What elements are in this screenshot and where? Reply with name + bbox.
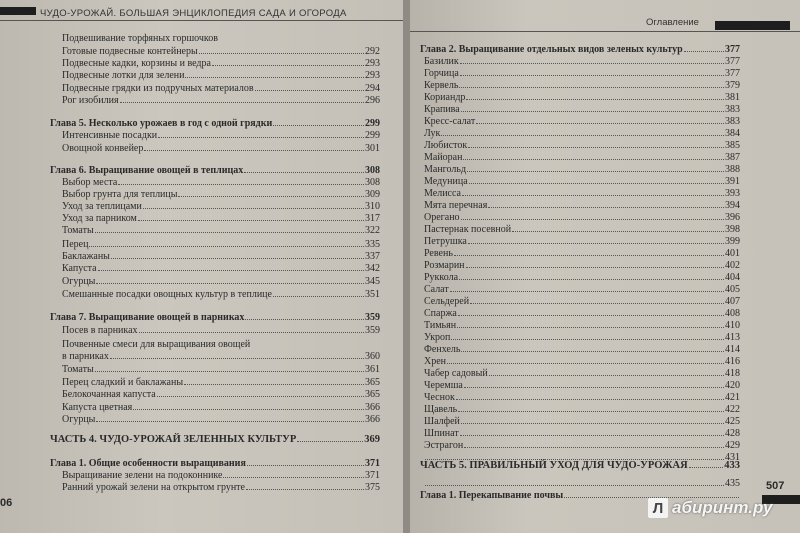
page-number: 06 (0, 497, 13, 509)
toc-entry (424, 80, 740, 92)
toc-page-number: 377 (725, 44, 740, 55)
toc-title: Выращивание зелени на подоконнике (62, 470, 223, 481)
toc-title: Смешанные посадки овощных культур в теплице (62, 289, 272, 300)
toc-entry (62, 351, 380, 363)
toc-title: Петрушка (424, 236, 467, 247)
toc-leader (98, 270, 364, 271)
toc-entry (62, 289, 380, 301)
toc-page-number: 387 (725, 152, 740, 163)
toc-page-number: 431 (725, 452, 740, 463)
toc-leader (110, 358, 364, 359)
toc-entry (424, 200, 740, 212)
toc-entry (424, 56, 740, 68)
toc-page-number: 294 (365, 83, 380, 94)
toc-leader (460, 435, 724, 436)
toc-page-number: 388 (725, 164, 740, 175)
toc-leader (212, 65, 364, 66)
toc-page-number: 428 (725, 428, 740, 439)
toc-title: Базилик (424, 56, 459, 67)
toc-title: Посев в парниках (62, 325, 138, 336)
toc-page-number: 369 (364, 434, 380, 445)
toc-chapter (50, 312, 380, 324)
toc-chapter (420, 44, 740, 56)
toc-leader (158, 137, 364, 138)
toc-title: Любисток (424, 140, 468, 151)
toc-leader (273, 296, 364, 297)
toc-page-number: 292 (365, 46, 380, 57)
toc-page-number: 394 (725, 200, 740, 211)
toc-page-number: 366 (365, 402, 380, 413)
toc-entry (62, 239, 380, 251)
toc-entry (424, 368, 740, 380)
toc-page-number: 421 (725, 392, 740, 403)
toc-leader (464, 447, 724, 448)
toc-leader (466, 99, 724, 100)
toc-entry (424, 104, 740, 116)
toc-title: ЧАСТЬ 4. ЧУДО-УРОЖАЙ ЗЕЛЕННЫХ КУЛЬТУР (50, 434, 297, 445)
toc-page-number: 396 (725, 212, 740, 223)
toc-leader (425, 485, 724, 486)
toc-leader (466, 267, 724, 268)
toc-title: Сельдерей (424, 296, 470, 307)
toc-page-number: 335 (365, 239, 380, 250)
toc-page-number: 408 (725, 308, 740, 319)
toc-entry (424, 236, 740, 248)
toc-page-number: 398 (725, 224, 740, 235)
toc-page-number: 301 (365, 143, 380, 154)
toc-entry (424, 308, 740, 320)
toc-leader (460, 75, 724, 76)
toc-page-number: 359 (365, 312, 380, 323)
toc-leader (143, 208, 364, 209)
toc-entry (424, 260, 740, 272)
toc-title: Готовые подвесные контейнеры (62, 46, 198, 57)
toc-leader (468, 147, 724, 148)
toc-leader (489, 375, 724, 376)
toc-title: Мелисса (424, 188, 461, 199)
toc-page-number: 308 (365, 177, 380, 188)
toc-page-number: 361 (365, 364, 380, 375)
watermark (648, 498, 772, 518)
toc-entry (62, 263, 380, 275)
toc-leader (185, 77, 364, 78)
toc-leader (459, 279, 724, 280)
toc-part (50, 434, 380, 446)
toc-leader (133, 409, 364, 410)
toc-title: Томаты (62, 225, 94, 236)
toc-title: Почвенные смеси для выращивания овощей (62, 339, 251, 350)
toc-entry (62, 364, 380, 376)
toc-entry (424, 248, 740, 260)
toc-entry (424, 116, 740, 128)
toc-leader (247, 465, 364, 466)
toc-entry (62, 213, 380, 225)
toc-entry (62, 276, 380, 288)
running-head-rule (0, 20, 404, 21)
toc-entry (424, 188, 740, 200)
toc-page-number: 296 (365, 95, 380, 106)
toc-entry (62, 130, 380, 142)
toc-leader (467, 171, 724, 172)
toc-title: Кресс-салат (424, 116, 476, 127)
toc-entry (424, 332, 740, 344)
toc-page-number: 391 (725, 176, 740, 187)
toc-title: Уход за теплицами (62, 201, 142, 212)
toc-leader (199, 53, 364, 54)
toc-title: Выбор места (62, 177, 118, 188)
toc-leader (255, 90, 364, 91)
toc-title: Кервель (424, 80, 459, 91)
toc-leader (689, 467, 724, 468)
toc-page-number: 359 (365, 325, 380, 336)
watermark-text: абиринт.ру (672, 498, 773, 517)
toc-title: Салат (424, 284, 449, 295)
toc-page-number: 418 (725, 368, 740, 379)
toc-entry (62, 201, 380, 213)
toc-leader (456, 399, 724, 400)
toc-title: Кориандр (424, 92, 466, 103)
toc-entry (424, 428, 740, 440)
toc-page-number: 293 (365, 70, 380, 81)
toc-title: Лук (424, 128, 441, 139)
toc-title: Укроп (424, 332, 451, 343)
toc-leader (96, 421, 364, 422)
toc-page-number: 365 (365, 389, 380, 400)
toc-page-number: 399 (725, 236, 740, 247)
toc-page-number: 413 (725, 332, 740, 343)
toc-title: Эстрагон (424, 440, 464, 451)
toc-page-number: 293 (365, 58, 380, 69)
toc-part (420, 460, 740, 472)
toc-entry (62, 470, 380, 482)
toc-title: Белокочанная капуста (62, 389, 156, 400)
toc-title: Огурцы (62, 414, 96, 425)
toc-leader (246, 489, 364, 490)
toc-entry (424, 176, 740, 188)
toc-leader (461, 219, 724, 220)
toc-entry (62, 402, 380, 414)
toc-leader (95, 371, 364, 372)
toc-page-number: 420 (725, 380, 740, 391)
toc-title: Тимьян (424, 320, 457, 331)
toc-leader (139, 332, 364, 333)
toc-entry (62, 251, 380, 263)
running-head-rule (410, 31, 800, 32)
running-head: ЧУДО-УРОЖАЙ. БОЛЬШАЯ ЭНЦИКЛОПЕДИЯ САДА И ОГОРОДА (40, 8, 347, 19)
toc-chapter (50, 458, 380, 470)
toc-page-number: 366 (365, 414, 380, 425)
toc-leader (458, 411, 724, 412)
toc-leader (95, 232, 364, 233)
toc-entry (62, 46, 380, 58)
toc-chapter (50, 165, 380, 177)
toc-title: Подвесные лотки для зелени (62, 70, 185, 81)
toc-page-number: 402 (725, 260, 740, 271)
toc-title: Глава 2. Выращивание отдельных видов зеленых культур (420, 44, 683, 55)
toc-leader (138, 220, 364, 221)
toc-entry (62, 70, 380, 82)
toc-page-number: 383 (725, 104, 740, 115)
toc-entry (424, 416, 740, 428)
toc-entry (424, 356, 740, 368)
toc-leader (464, 387, 724, 388)
toc-page-number: 384 (725, 128, 740, 139)
toc-title: Уход за парником (62, 213, 137, 224)
toc-page-number: 322 (365, 225, 380, 236)
toc-leader (157, 396, 364, 397)
toc-page-number: 433 (724, 460, 740, 471)
page-number: 507 (766, 480, 785, 492)
toc-leader (461, 351, 724, 352)
toc-leader (441, 135, 724, 136)
toc-page-number: 342 (365, 263, 380, 274)
toc-entry (424, 212, 740, 224)
toc-entry (62, 33, 380, 45)
toc-leader (457, 327, 724, 328)
toc-leader (450, 291, 724, 292)
toc-entry (424, 380, 740, 392)
toc-title: ЧАСТЬ 5. ПРАВИЛЬНЫЙ УХОД ДЛЯ ЧУДО-УРОЖАЯ (420, 460, 688, 471)
toc-page-number: 377 (725, 56, 740, 67)
toc-entry (62, 225, 380, 237)
toc-leader (469, 183, 724, 184)
toc-entry (424, 440, 740, 452)
toc-title: Глава 1. Перекапывание почвы (420, 490, 564, 501)
toc-title: Глава 5. Несколько урожаев в год с одной грядки (50, 118, 273, 129)
toc-leader (120, 102, 364, 103)
toc-leader (461, 111, 724, 112)
right-page (410, 0, 800, 533)
toc-title: Орегано (424, 212, 460, 223)
toc-entry (62, 95, 380, 107)
toc-title: Томаты (62, 364, 94, 375)
toc-title: Глава 7. Выращивание овощей в парниках (50, 312, 245, 323)
toc-leader (454, 255, 724, 256)
toc-page-number: 416 (725, 356, 740, 367)
toc-entry (62, 389, 380, 401)
running-head-bar (715, 21, 790, 30)
toc-title: Огурцы (62, 276, 96, 287)
toc-page-number: 317 (365, 213, 380, 224)
toc-title: Крапива (424, 104, 460, 115)
toc-page-number: 381 (725, 92, 740, 103)
toc-leader (461, 423, 724, 424)
toc-page-number: 404 (725, 272, 740, 283)
toc-title: Розмарин (424, 260, 465, 271)
toc-title: Горчица (424, 68, 459, 79)
watermark-logo: Л (648, 498, 668, 518)
toc-page-number: 405 (725, 284, 740, 295)
toc-entry (424, 152, 740, 164)
toc-page-number: 377 (725, 68, 740, 79)
toc-leader (244, 172, 364, 173)
toc-leader (144, 150, 364, 151)
toc-leader (470, 303, 724, 304)
toc-entry (62, 325, 380, 337)
running-head: Оглавление (646, 17, 699, 28)
toc-title: в парниках (62, 351, 109, 362)
toc-entry (424, 392, 740, 404)
toc-entry (62, 177, 380, 189)
toc-leader (245, 319, 364, 320)
toc-page-number: 414 (725, 344, 740, 355)
toc-title: Медуница (424, 176, 468, 187)
toc-entry (424, 224, 740, 236)
toc-title: Глава 1. Общие особенности выращивания (50, 458, 246, 469)
toc-entry (424, 478, 740, 490)
toc-entry (62, 482, 380, 494)
toc-title: Подвесные кадки, корзины и ведра (62, 58, 211, 69)
toc-entry (424, 164, 740, 176)
toc-entry (62, 143, 380, 155)
toc-page-number: 299 (365, 130, 380, 141)
toc-title: Спаржа (424, 308, 457, 319)
toc-title: Рог изобилия (62, 95, 119, 106)
toc-entry (424, 272, 740, 284)
toc-title: Глава 6. Выращивание овощей в теплицах (50, 165, 244, 176)
toc-title: Перец (62, 239, 89, 250)
toc-page-number: 429 (725, 440, 740, 451)
toc-page-number: 410 (725, 320, 740, 331)
toc-title: Шалфей (424, 416, 460, 427)
toc-page-number: 337 (365, 251, 380, 262)
toc-leader (447, 363, 724, 364)
toc-title: Чабер садовый (424, 368, 488, 379)
toc-entry (62, 377, 380, 389)
toc-title: Капуста (62, 263, 97, 274)
toc-title: Руккола (424, 272, 459, 283)
toc-entry (424, 296, 740, 308)
toc-leader (512, 231, 724, 232)
toc-page-number: 383 (725, 116, 740, 127)
toc-title: Овощной конвейер (62, 143, 144, 154)
toc-chapter (50, 118, 380, 130)
toc-entry (424, 68, 740, 80)
toc-leader (459, 87, 724, 88)
toc-entry (424, 140, 740, 152)
toc-entry (62, 189, 380, 201)
toc-title: Ревень (424, 248, 453, 259)
toc-leader (451, 339, 724, 340)
toc-leader (111, 258, 364, 259)
toc-page-number: 379 (725, 80, 740, 91)
toc-leader (273, 125, 364, 126)
toc-entry (424, 320, 740, 332)
toc-leader (460, 63, 724, 64)
toc-entry (424, 404, 740, 416)
toc-page-number: 310 (365, 201, 380, 212)
toc-entry (62, 414, 380, 426)
toc-entry (424, 284, 740, 296)
toc-page-number: 435 (725, 478, 740, 489)
toc-page-number: 401 (725, 248, 740, 259)
toc-entry (424, 344, 740, 356)
toc-entry (62, 58, 380, 70)
toc-title: Интенсивные посадки (62, 130, 158, 141)
toc-page-number: 407 (725, 296, 740, 307)
toc-title: Майоран (424, 152, 463, 163)
toc-page-number: 422 (725, 404, 740, 415)
toc-title: Фенхель (424, 344, 461, 355)
toc-title: Пастернак посевной (424, 224, 512, 235)
toc-title: Подвешивание торфяных горшочков (62, 33, 218, 44)
toc-entry (424, 128, 740, 140)
toc-title: Капуста цветная (62, 402, 133, 413)
toc-page-number: 371 (365, 470, 380, 481)
toc-page-number: 371 (365, 458, 380, 469)
toc-leader (223, 477, 364, 478)
running-head-bar (0, 7, 36, 15)
toc-page-number: 393 (725, 188, 740, 199)
toc-title: Мята перечная (424, 200, 488, 211)
toc-page-number: 360 (365, 351, 380, 362)
toc-page-number: 345 (365, 276, 380, 287)
toc-title: Шпинат (424, 428, 459, 439)
toc-title: Хрен (424, 356, 447, 367)
toc-title: Подвесные грядки из подручных материалов (62, 83, 254, 94)
toc-leader (178, 196, 364, 197)
toc-title: Щавель (424, 404, 458, 415)
toc-entry (424, 92, 740, 104)
toc-page-number: 385 (725, 140, 740, 151)
toc-leader (118, 184, 364, 185)
toc-leader (488, 207, 724, 208)
toc-leader (462, 195, 724, 196)
toc-page-number: 351 (365, 289, 380, 300)
toc-page-number: 365 (365, 377, 380, 388)
toc-title: Перец сладкий и баклажаны (62, 377, 184, 388)
toc-leader (476, 123, 724, 124)
toc-title: Ранний урожай зелени на открытом грунте (62, 482, 245, 493)
toc-leader (458, 315, 724, 316)
toc-title: Чеснок (424, 392, 455, 403)
toc-leader (684, 51, 724, 52)
toc-title: Баклажаны (62, 251, 110, 262)
toc-entry (62, 83, 380, 95)
toc-page-number: 425 (725, 416, 740, 427)
toc-page-number: 309 (365, 189, 380, 200)
toc-page-number: 375 (365, 482, 380, 493)
toc-leader (463, 159, 724, 160)
toc-page-number: 299 (365, 118, 380, 129)
toc-title: Черемша (424, 380, 463, 391)
toc-title: Выбор грунта для теплицы (62, 189, 178, 200)
toc-leader (89, 246, 364, 247)
toc-entry (62, 339, 380, 351)
toc-leader (468, 243, 724, 244)
toc-page-number: 308 (365, 165, 380, 176)
toc-title: Мангольд (424, 164, 467, 175)
toc-leader (184, 384, 364, 385)
toc-leader (297, 441, 363, 442)
toc-leader (96, 283, 364, 284)
